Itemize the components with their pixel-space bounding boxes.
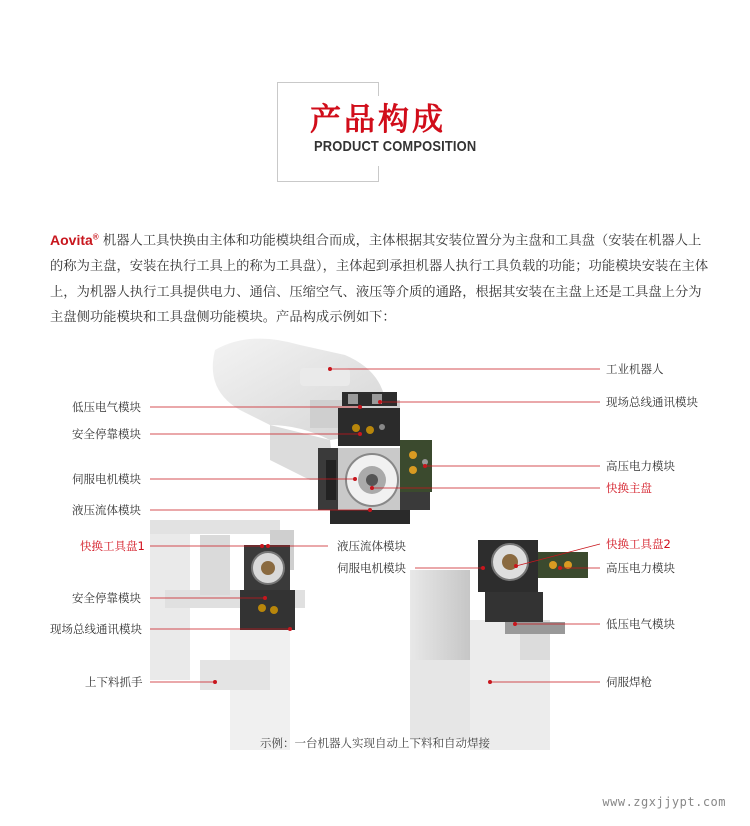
- watermark: www.zgxjjypt.com: [602, 795, 726, 809]
- label-master-plate: 快换主盘: [606, 481, 652, 495]
- label-loading-gripper: 上下料抓手: [85, 675, 143, 689]
- label-low-voltage-module-2: 低压电气模块: [606, 617, 675, 631]
- section-subtitle: PRODUCT COMPOSITION: [314, 138, 477, 155]
- label-low-voltage-module: 低压电气模块: [72, 400, 141, 414]
- diagram-caption: 示例：一台机器人实现自动上下料和自动焊接: [260, 736, 490, 750]
- label-servo-welding-gun: 伺服焊枪: [606, 675, 652, 689]
- label-industrial-robot: 工业机器人: [606, 362, 664, 376]
- label-tool-plate-2: 快换工具盘2: [606, 537, 671, 551]
- brand-name: Aovita®: [50, 231, 99, 248]
- label-safe-parking-module-2: 安全停靠模块: [72, 591, 141, 605]
- label-hydraulic-module-2: 液压流体模块: [337, 539, 406, 553]
- loading-gripper-image: [150, 520, 305, 750]
- label-servo-motor-module: 伺服电机模块: [72, 472, 141, 486]
- label-high-voltage-module-2: 高压电力模块: [606, 561, 675, 575]
- intro-paragraph: [50, 224, 710, 331]
- servo-welding-gun-image: [410, 540, 588, 750]
- intro-text: 机器人工具快换由主体和功能模块组合而成，主体根据其安装位置分为主盘和工具盘（安装在机器人上的称为主盘，安装在执行工具上的称为工具盘），主体起到承担机器人执行工具负载的功能；功能模块安装在主体上，为机器人执行工具提供电力、通信、压缩空气、液压等介质的通路，根据其安装在主盘上还是工具盘上分为主盘侧功能模块和工具盘侧功能模块。产品构成示例如下：: [50, 233, 709, 326]
- label-fieldbus-module-2: 现场总线通讯模块: [50, 622, 142, 636]
- label-safe-parking-module: 安全停靠模块: [72, 427, 141, 441]
- label-fieldbus-module: 现场总线通讯模块: [606, 395, 698, 409]
- label-servo-motor-module-2: 伺服电机模块: [337, 561, 406, 575]
- label-hydraulic-module: 液压流体模块: [72, 503, 141, 517]
- section-title: 产品构成: [310, 102, 446, 138]
- label-tool-plate-1: 快换工具盘1: [80, 539, 145, 553]
- label-high-voltage-module: 高压电力模块: [606, 459, 675, 473]
